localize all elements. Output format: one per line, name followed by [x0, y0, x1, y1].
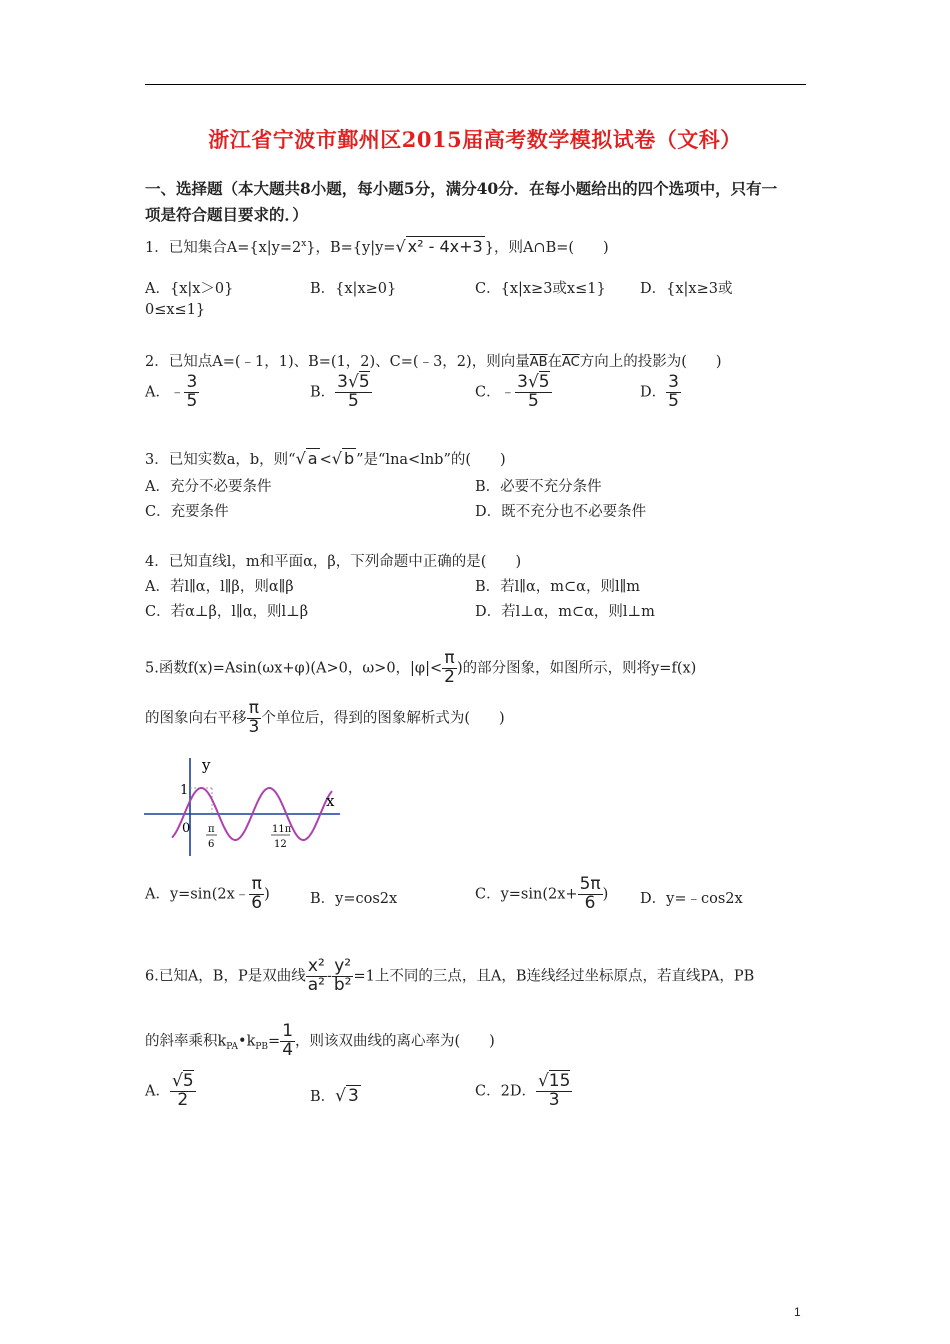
q2-text-a: 2．已知点A=(﹣1，1)、B=(1，2)、C=(﹣3，2)，则向量: [145, 354, 530, 370]
q5-pi-num-2: π: [248, 698, 260, 718]
one-label: 1: [180, 783, 189, 798]
q5-three-den: 3: [248, 716, 260, 737]
q6-sub-pa: PA: [226, 1042, 239, 1053]
q1-option-a: A．{x|x＞0}: [145, 281, 234, 297]
q2-vector-ab: $\overline{AB}$: [529, 355, 548, 370]
q6-cd-label: C．2D．: [475, 1083, 536, 1100]
q3-option-d: D．既不充分也不必要条件: [475, 504, 647, 520]
q5-sine-graph: [140, 752, 350, 862]
q5-a-label: A．y=sin(2x﹣: [145, 886, 250, 903]
q3-text-a: 3．已知实数a，b，则“: [145, 452, 296, 468]
q1-sqrt: √ x² - 4x+3: [395, 237, 483, 256]
question-4-stem: 4．已知直线l，m和平面α，β，下列命题中正确的是( ): [145, 554, 522, 570]
q6-text-c: 的斜率乘积k: [145, 1033, 227, 1050]
section-line-1: 一、选择题（本大题共8小题，每小题5分，满分40分．在每小题给出的四个选项中，只有一: [145, 179, 778, 198]
q3-option-c: C．充要条件: [145, 504, 229, 520]
q6-option-a: A． $\frac{√5}{2}$: [145, 1071, 194, 1110]
q5-text-c: 的图象向右平移: [145, 710, 247, 727]
q6-d-den: 3: [536, 1091, 572, 1110]
q6-a-den: 2: [170, 1091, 196, 1110]
q6-four: 4: [282, 1039, 294, 1060]
q2-d-den: 5: [668, 390, 679, 411]
q1-option-b: B．{x|x≥0}: [310, 281, 397, 297]
q2-text-b: 在: [547, 354, 563, 370]
q2-option-d: [640, 374, 681, 411]
question-1-stem: [145, 236, 609, 257]
q5-c-num: 5π: [579, 874, 601, 894]
q5-option-b: B．y=cos2x: [310, 891, 398, 907]
q5-c-label: C．y=sin(2x+: [475, 886, 578, 903]
question-5-stem-2: [145, 700, 505, 737]
q2-option-b: B． $\frac{3√5}{5}$: [310, 372, 370, 411]
q1-text-a: 1．已知集合A={x|y=2: [145, 240, 302, 256]
question-3-stem: [145, 448, 506, 469]
q3-sqrt-b: √ b: [331, 449, 355, 468]
q5-c-den: 6: [578, 894, 603, 913]
q2-d-num: 3: [668, 372, 679, 392]
q5-a-den: 6: [251, 892, 263, 913]
q1-option-d-cont: 0≤x≤1}: [145, 302, 206, 318]
q5-two-den: 2: [444, 666, 455, 687]
q6-a2: a²: [307, 974, 325, 995]
q2-b-rad: 5: [358, 372, 370, 392]
q3-option-a: A．充分不必要条件: [145, 479, 272, 495]
q5-text-b: )的部分图象，如图所示，则将y=f(x): [456, 660, 697, 677]
q1-sup: x: [301, 239, 307, 250]
q1-option-c: C．{x|x≥3或x≤1}: [475, 281, 606, 297]
q5-a-num: π: [251, 874, 262, 894]
tick1-den: 6: [208, 839, 215, 850]
q6-b2: b²: [333, 974, 352, 995]
page-number: 1: [794, 1305, 801, 1319]
q4-option-b: B．若l∥α，m⊂α，则l∥m: [475, 579, 641, 595]
q2-c-den: 5: [515, 392, 552, 411]
q1-text-c: }，则A∩B=( ): [484, 240, 609, 256]
q2-b-den: 5: [335, 392, 372, 411]
question-2-stem: [145, 350, 722, 371]
q6-a-label: A．: [145, 1083, 170, 1100]
q6-x2: x²: [307, 956, 325, 976]
q5-option-a: [145, 876, 270, 913]
q6-eq: =: [268, 1033, 281, 1050]
q1-radicand: x² - 4x+3: [407, 237, 483, 256]
q4-option-a: A．若l∥α，l∥β，则α∥β: [145, 579, 294, 595]
q6-dot: •k: [238, 1033, 256, 1050]
q3-lt: <: [319, 452, 332, 468]
q3-sqrt-a: √ a: [295, 449, 318, 468]
q2-d-label: D．: [640, 384, 667, 401]
q6-text-a: 6.已知A，B，P是双曲线: [145, 968, 306, 985]
q2-vector-ac: $\overline{AC}$: [562, 355, 580, 370]
question-6-stem-2: [145, 1023, 495, 1060]
header-rule: [145, 84, 806, 85]
q6-sub-pb: PB: [255, 1042, 269, 1053]
q5-c-end: ): [602, 886, 609, 903]
q6-b-label: B．: [310, 1089, 336, 1105]
q6-a-rad: 5: [182, 1071, 194, 1091]
q3-text-b: ”是“lna<lnb”的( ): [356, 452, 506, 468]
tick2-num: 11π: [272, 824, 292, 835]
q5-text-d: 个单位后，得到的图象解析式为( ): [261, 710, 505, 727]
q4-option-c: C．若α⊥β，l∥α，则l⊥β: [145, 604, 309, 620]
q6-y2: y²: [334, 956, 352, 976]
section-line-2: 项是符合题目要求的．）: [145, 205, 308, 224]
q3-rad-a: a: [307, 449, 318, 468]
q4-option-d: D．若l⊥α，m⊂α，则l⊥m: [475, 604, 655, 620]
q5-option-d: D．y=﹣cos2x: [640, 891, 743, 907]
q1-option-d: D．{x|x≥3或: [640, 281, 733, 297]
q2-b-label: B．: [310, 384, 336, 401]
q2-c-rad: 5: [538, 372, 550, 392]
q2-option-c: C．﹣ $\frac{3√5}{5}$: [475, 372, 550, 411]
q6-b-sqrt: √ 3: [335, 1086, 359, 1106]
q2-a-label: A．﹣: [145, 384, 185, 401]
q6-text-b: =1上不同的三点，且A，B连线经过坐标原点，若直线PA，PB: [353, 968, 755, 985]
q2-b-coef: 3: [337, 372, 348, 392]
x-axis-label: x: [326, 792, 335, 810]
q6-option-cd: C．2D． $\frac{√15}{3}$: [475, 1071, 571, 1110]
q5-option-c: [475, 876, 608, 913]
q2-text-c: 方向上的投影为( ): [579, 354, 722, 370]
q5-a-end: ): [264, 886, 270, 903]
q6-b-rad: 3: [348, 1086, 359, 1106]
q6-text-d: ，则该双曲线的离心率为( ): [295, 1033, 495, 1050]
q2-c-label: C．﹣: [475, 384, 516, 401]
section-heading: [145, 176, 777, 228]
q5-text-a: 5.函数f(x)=Asin(ωx+φ)(A>0，ω>0，|φ|<: [145, 660, 443, 677]
q2-a-num: 3: [186, 372, 198, 392]
q2-c-coef: 3: [517, 372, 528, 392]
q3-option-b: B．必要不充分条件: [475, 479, 602, 495]
q2-option-a: [145, 374, 199, 411]
q3-rad-b: b: [343, 449, 355, 468]
q5-pi-num: π: [444, 648, 455, 668]
q6-minus: -: [326, 968, 332, 985]
q2-a-den: 5: [186, 390, 198, 411]
tick2-den: 12: [274, 839, 287, 850]
q6-option-b: [310, 1085, 361, 1106]
page-title: 浙江省宁波市鄞州区2015届高考数学模拟试卷（文科）: [208, 127, 742, 152]
q1-text-b: }，B={y|y=: [306, 240, 396, 256]
y-axis-label: y: [202, 756, 211, 774]
question-5-stem-1: [145, 650, 696, 687]
q6-d-rad: 15: [548, 1071, 571, 1091]
q6-one: 1: [282, 1021, 294, 1041]
tick1-num: π: [208, 824, 215, 835]
origin-label: 0: [182, 821, 191, 836]
question-6-stem-1: [145, 958, 754, 995]
